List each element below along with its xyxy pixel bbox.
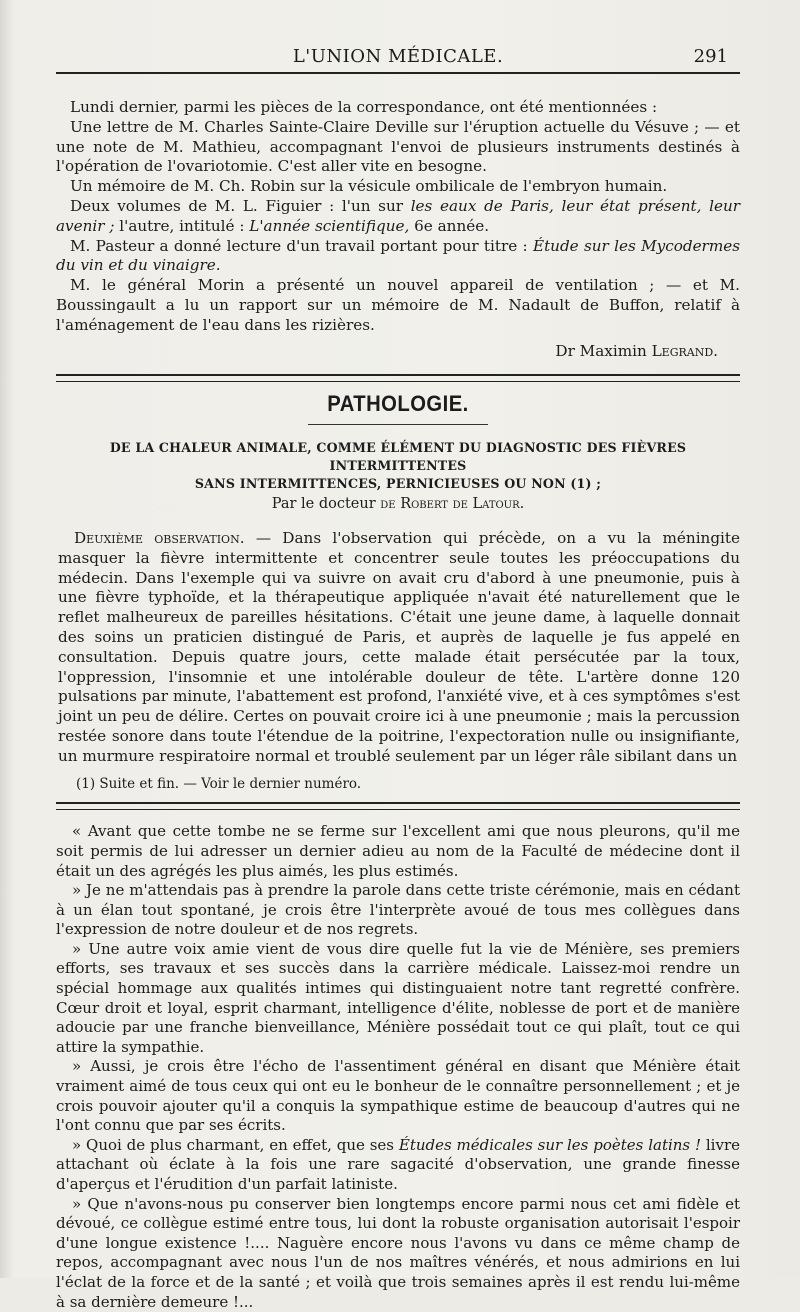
paragraph-text: « Avant que cette tombe ne se ferme sur l'excellent ami que nous pleurons, qu'il me soit permis de lui adresser un dernier adieu au nom de la Faculté de médecine dont il était un des agrégés les plus aimés, les plus estimés.: [56, 822, 740, 880]
correspondence-paragraph: [56, 237, 740, 277]
page-content: [56, 44, 740, 1312]
italic-title: Études médicales sur les poètes latins !: [398, 1135, 702, 1154]
paragraph-text: — Dans l'observation qui précède, on a vu la méningite masquer la fièvre intermittente et concentrer seule toutes les préoccupations du médecin. Dans l'exemple qui va suivre on avait cru d'abord à une pneumonie, puis à une fièvre typhoïde, et la thérapeutique appliquée n'avait été naturellement que le reflet malheureux de pareilles hésitations. C'était une jeune dame, à laquelle donnait des soins un praticien distingué de Paris, et auprès de laquelle je fus appelé en consultation. Depuis quatre jours, cette malade était persécutée par la toux, l'oppression, l'insomnie et une intolérable douleur de tête. L'artère donne 120 pulsations par minute, l'abattement est profond, l'anxiété vive, et à ces symptômes s'est joint un peu de délire. Certes on pouvait croire ici à une pneumonie ; mais la percussion restée sonore dans toute l'étendue de la poitrine, l'expectoration nulle ou insignifiante, un murmure respiratoire normal et troublé seulement par un léger râle sibilant dans un: [58, 528, 741, 765]
italic-title: Étude sur les Mycodermes du vin et du vinaigre.: [56, 236, 741, 275]
double-rule: [56, 374, 740, 382]
funeral-speech: [56, 822, 740, 1312]
footnote: (1) Suite et fin. — Voir le dernier numéro.: [76, 775, 362, 792]
italic-title: L'année scientifique,: [249, 216, 410, 235]
correspondence-paragraph: [70, 98, 740, 118]
section-title: PATHOLOGIE.: [327, 391, 469, 417]
paragraph-text: 6e année.: [409, 216, 490, 235]
signature: [70, 342, 718, 362]
correspondence-paragraph: [70, 177, 740, 197]
correspondence-section: [56, 98, 740, 361]
signature-name: Legrand.: [651, 341, 718, 360]
speech-paragraph: [56, 1057, 740, 1135]
paragraph-text: » Aussi, je crois être l'écho de l'assentiment général en disant que Ménière était vraiment aimé de tous ceux qui ont eu le bonheur de le connaître personnellement ; et je crois pouvoir ajouter qu'il a conquis la sympathique estime de beaucoup d'autres qui ne l'ont connu que par ses écrits.: [56, 1057, 740, 1135]
correspondence-paragraph: [56, 118, 740, 177]
page-number: 291: [693, 46, 728, 67]
signature-prefix: Dr Maximin: [555, 341, 652, 360]
title-underline: [308, 424, 488, 425]
running-header: [56, 44, 740, 74]
paragraph-text: Lundi dernier, parmi les pièces de la correspondance, ont été mentionnées :: [70, 98, 658, 116]
paragraph-text: Une lettre de M. Charles Sainte-Claire Deville sur l'éruption actuelle du Vésuve ; — et une note de M. Mathieu, accompagnant l'envoi de plusieurs instruments destinés à l'opération de l'ovariotomie. C'est aller vite en besogne.: [56, 117, 740, 176]
paragraph-text: » Quoi de plus charmant, en effet, que ses: [72, 1135, 399, 1154]
correspondence-paragraph: [56, 197, 740, 237]
speech-paragraph: [56, 940, 740, 1058]
paragraph-text: l'autre, intitulé :: [114, 216, 250, 235]
paragraph-text: M. le général Morin a présenté un nouvel appareil de ventilation ; — et M. Boussingault a lu un rapport sur un mémoire de M. Nadault de Buffon, relatif à l'aménagement de l'eau dans les rizières.: [56, 276, 740, 334]
observation-lead: Deuxième observation.: [74, 528, 245, 547]
article-body: [56, 529, 740, 794]
byline-prefix: Par le docteur: [271, 496, 381, 513]
speech-paragraph: [56, 822, 740, 881]
speech-paragraph: [56, 881, 740, 940]
speech-paragraph: [56, 1136, 740, 1195]
correspondence-paragraph: [56, 276, 740, 335]
paragraph-text: » Je ne m'attendais pas à prendre la parole dans cette triste cérémonie, mais en cédant à un élan tout spontané, je crois être l'interprète avoué de tous mes collègues dans l'expression de notre douleur et de nos regrets.: [56, 881, 740, 939]
paragraph-text: » Que n'avons-nous pu conserver bien longtemps encore parmi nous cet ami fidèle et dévoué, ce collègue estimé entre tous, lui dont la robuste organisation autorisait l'espoir d'une longue existence !.... Naguère encore nous l'avons vu dans ce même champ de repos, accompagnant avec nous l'un de nos maîtres vénérés, et nous admirions en lui l'éclat de la force et de la santé ; et voilà que trois semaines après il est rendu lui-même à sa dernière demeure !...: [56, 1194, 740, 1311]
article-title-line: DE LA CHALEUR ANIMALE, COMME ÉLÉMENT DU DIAGNOSTIC DES FIÈVRES INTERMITTENTES: [109, 440, 687, 474]
paragraph-text: livre attachant où éclate à la fois une rare sagacité d'observation, une grande finesse d'aperçus et l'érudition d'un parfait latiniste.: [56, 1135, 740, 1193]
double-rule: [56, 802, 740, 810]
speech-paragraph: [56, 1195, 740, 1312]
paragraph-text: Deux volumes de M. L. Figuier : l'un sur: [70, 196, 411, 215]
article-title: [56, 439, 740, 493]
italic-title: les eaux de Paris, leur état présent, leur avenir ;: [56, 196, 740, 235]
byline: [56, 495, 740, 515]
author-name: de Robert de Latour.: [380, 496, 525, 513]
article-paragraph: [58, 529, 740, 767]
paragraph-text: » Une autre voix amie vient de vous dire quelle fut la vie de Ménière, ses premiers efforts, ses travaux et ses succès dans la carrière médicale. Laissez-moi rendre un spécial hommage aux qualités intimes qui distinguaient notre tant regretté confrère. Cœur droit et loyal, esprit charmant, intelligence d'élite, noblesse de port et de manière adoucie par une franche bienveillance, Ménière possédait tout ce qui plaît, tout ce qui attire la sympathie.: [56, 939, 740, 1056]
paragraph-text: M. Pasteur a donné lecture d'un travail portant pour titre :: [70, 236, 533, 255]
paragraph-text: Un mémoire de M. Ch. Robin sur la vésicule ombilicale de l'embryon humain.: [70, 177, 668, 196]
article-title-line: SANS INTERMITTENCES, PERNICIEUSES OU NON (1) ;: [194, 476, 602, 492]
journal-title: L'UNION MÉDICALE.: [292, 46, 504, 67]
